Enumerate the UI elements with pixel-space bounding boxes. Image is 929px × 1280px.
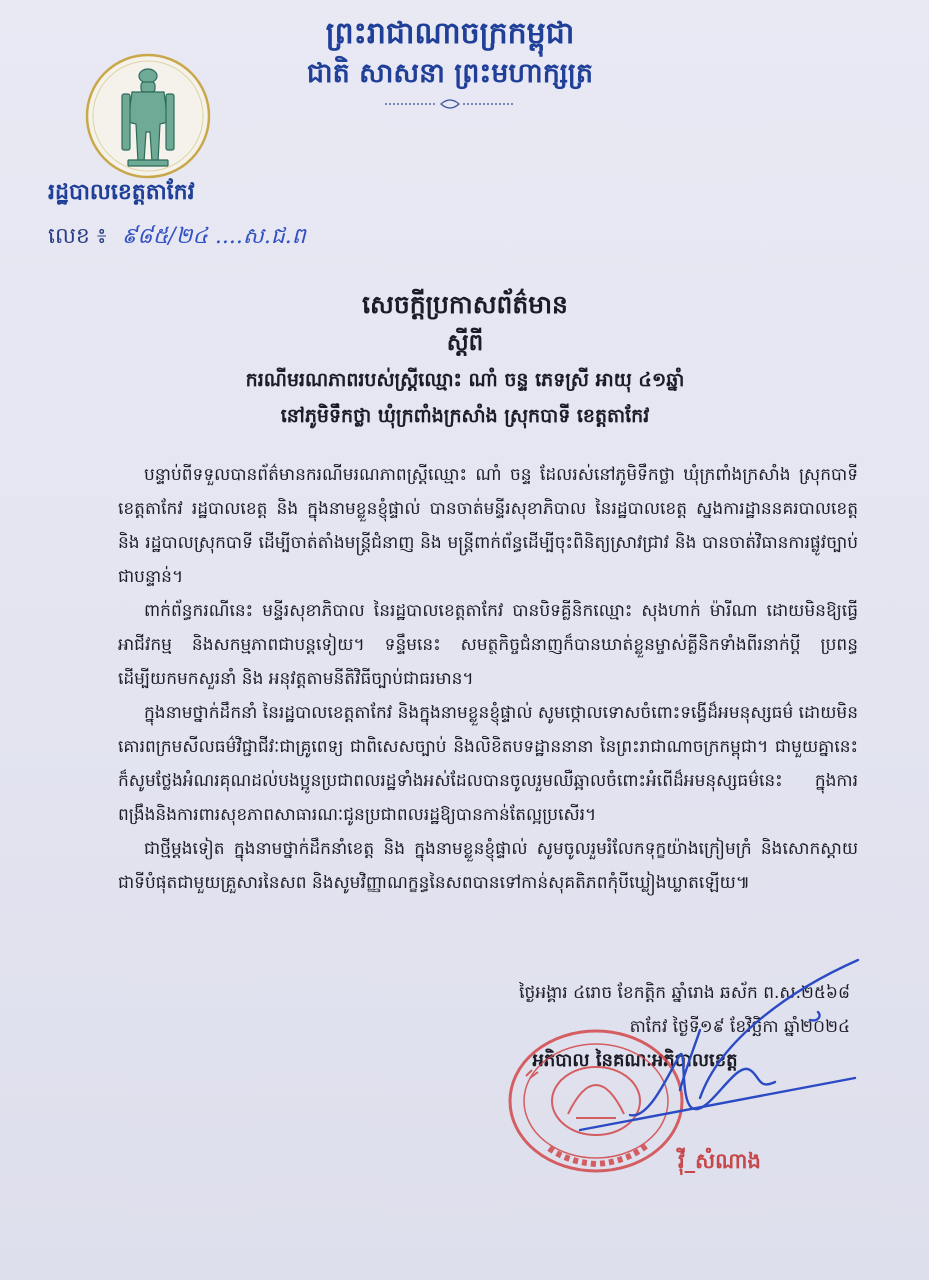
subject-line-2: នៅភូមិទឹកថ្លា ឃុំក្រពាំងក្រសាំង ស្រុកបាទី ខេត្តតាកែវ [280, 405, 650, 427]
handwritten-signature [560, 950, 880, 1140]
body-paragraph: ជាថ្មីម្តងទៀត ក្នុងនាមថ្នាក់ដឹកនាំខេត្ត និង ក្នុងនាមខ្លួនខ្ញុំផ្ទាល់ សូមចូលរួមរំលែកទុក្ខយ៉ាងក្រៀមក្រំ និងសោកស្តាយជាទីបំផុតជាមួយគ្រួសារនៃសព និងសូមវិញ្ញាណក្ខន្ធនៃសពបានទៅកាន់សុគតិភពកុំបីឃ្លៀងឃ្លាតឡើយ៕ [118, 839, 858, 893]
kingdom-name: ព្រះរាជាណាចក្រកម្ពុជា [325, 16, 575, 51]
lunar-date: ថ្ងៃអង្គារ ៤រោច ខែកត្តិក ឆ្នាំរោង ឆស័ក ព.ស.២៥៦៨ [519, 983, 850, 1003]
announcement-body [118, 458, 858, 900]
reference-label: លេខ ៖ [48, 224, 107, 249]
reference-number [48, 222, 306, 254]
signer-name: វ៉ី_សំណាង [678, 1149, 761, 1173]
body-paragraph: បន្ទាប់ពីទទួលបានព័ត៌មានករណីមរណភាពស្ត្រីឈ្មោះ ណាំ ចន្ទ ដែលរស់នៅភូមិទឹកថ្លា ឃុំក្រពាំងក្រសាំង ស្រុកបាទី ខេត្តតាកែវ រដ្ឋបាលខេត្ត និង ក្នុងនាមខ្លួនខ្ញុំផ្ទាល់ បានចាត់មន្ទីរសុខាភិបាល នៃរដ្ឋបាលខេត្ត ស្នងការដ្ឋាននគរបាលខេត្ត និង រដ្ឋបាលស្រុកបាទី ដើម្បីចាត់តាំងមន្ត្រីជំនាញ និង មន្ត្រីពាក់ព័ន្ធដើម្បីចុះពិនិត្យស្រាវជ្រាវ និង បានចាត់វិធានការផ្លូវច្បាប់ជាបន្ទាន់។ [118, 465, 858, 587]
ornament-divider [385, 98, 515, 110]
subject-line-1: ករណីមរណភាពរបស់ស្ត្រីឈ្មោះ ណាំ ចន្ទ ភេទស្រី អាយុ ៤១ឆ្នាំ [245, 369, 685, 391]
body-paragraph: ក្នុងនាមថ្នាក់ដឹកនាំ នៃរដ្ឋបាលខេត្តតាកែវ និងក្នុងនាមខ្លួនខ្ញុំផ្ទាល់ សូមថ្កោលទោសចំពោះទង្វើដ៏អមនុស្សធម៌ ដោយមិនគោរពក្រមសីលធម៌វិជ្ជាជីវៈជាគ្រូពេទ្យ ជាពិសេសច្បាប់ និងលិខិតបទដ្ឋាននានា នៃព្រះរាជាណាចក្រកម្ពុជា។ ជាមួយគ្នានេះ ក៏សូមថ្លែងអំណរគុណដល់បងប្អូនប្រជាពលរដ្ឋទាំងអស់ដែលបានចូលរួមឈឺឆ្អាលចំពោះអំពើដ៏អមនុស្សធម៌នេះ ក្នុងការពង្រឹងនិងការពារសុខភាពសាធារណៈជូនប្រជាពលរដ្ឋឱ្យបានកាន់តែល្អប្រសើរ។ [118, 703, 858, 825]
document-title: សេចក្តីប្រកាសព័ត៌មាន [362, 290, 568, 319]
solar-date: តាកែវ ថ្ងៃទី១៩ ខែវិច្ឆិកា ឆ្នាំ២០២៤ [629, 1017, 850, 1037]
body-paragraph: ពាក់ព័ន្ធករណីនេះ មន្ទីរសុខាភិបាល នៃរដ្ឋបាលខេត្តតាកែវ បានបិទគ្លីនិកឈ្មោះ សុងហាក់ ម៉ារីណា ដោយមិនឱ្យធ្វើអាជីវកម្ម និងសកម្មភាពជាបន្តទៀយ។ ទន្ទឹមនេះ សមត្ថកិច្ចជំនាញក៏បានឃាត់ខ្លួនម្ចាស់គ្លីនិកទាំងពីរនាក់ប្តី ប្រពន្ធ ដើម្បីយកមកសួរនាំ និង អនុវត្តតាមនីតិវិធីច្បាប់ជាធរមាន។ [118, 601, 858, 689]
issuing-authority: រដ្ឋបាលខេត្តតាកែវ [48, 180, 195, 205]
signatory-title: អភិបាល នៃគណៈអភិបាលខេត្ត [532, 1050, 738, 1071]
subject-label: ស្តីពី [446, 330, 484, 356]
reference-value: ៩៨៥/២៤ ....ស.ជ.ព [121, 224, 306, 249]
kingdom-motto [300, 14, 600, 114]
title-block [140, 286, 790, 434]
provincial-emblem-logo [84, 52, 212, 180]
national-motto: ជាតិ សាសនា ព្រះមហាក្សត្រ [306, 58, 594, 89]
